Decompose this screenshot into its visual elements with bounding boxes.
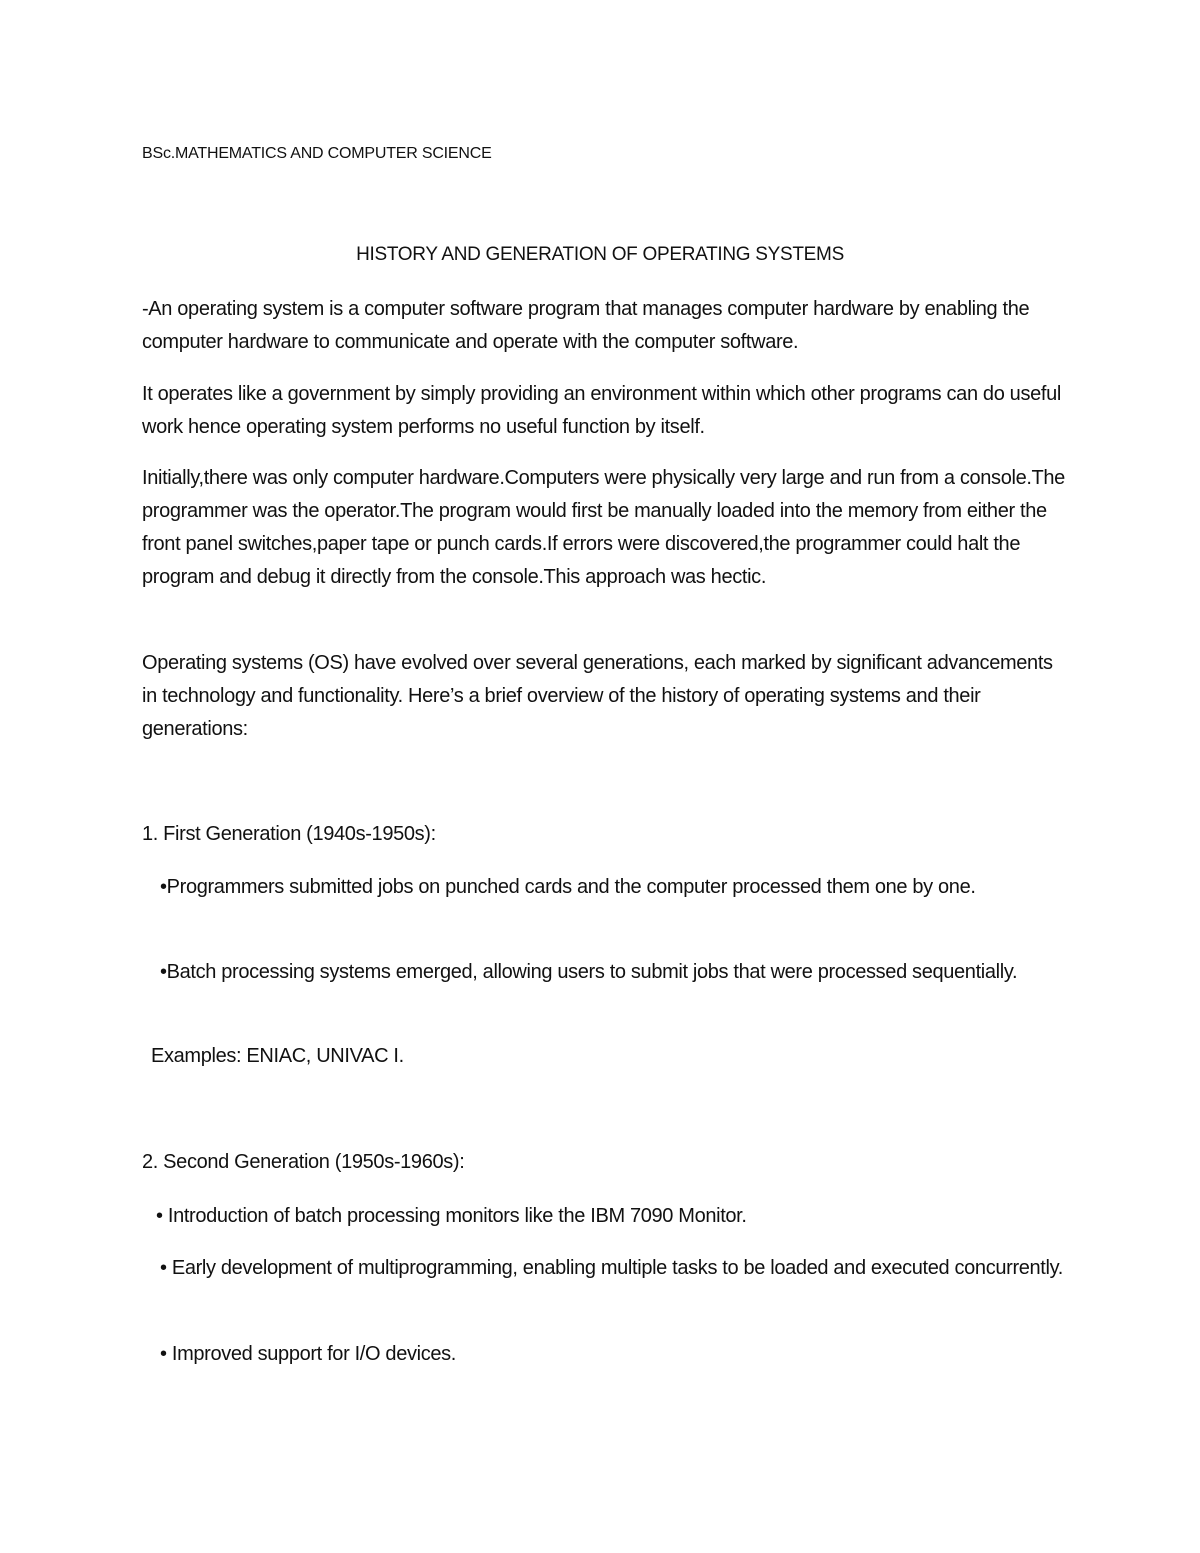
intro-paragraph-4: Operating systems (OS) have evolved over several generations, each marked by significant advancements in technology and functionality. Here’s a brief overview of the history of operating systems and their generations:	[142, 652, 1053, 740]
generation-1-bullet-2: •Batch processing systems emerged, allowing users to submit jobs that were processed sequentially.	[160, 961, 1018, 983]
generation-2-heading: 2. Second Generation (1950s-1960s):	[142, 1151, 465, 1173]
document-header: BSc.MATHEMATICS AND COMPUTER SCIENCE	[142, 145, 492, 162]
document-title: HISTORY AND GENERATION OF OPERATING SYSTEMS	[356, 244, 844, 265]
intro-paragraph-2: It operates like a government by simply providing an environment within which other programs can do useful work hence operating system performs no useful function by itself.	[142, 383, 1061, 438]
generation-1-examples: Examples: ENIAC, UNIVAC I.	[151, 1045, 404, 1067]
intro-paragraph-1: -An operating system is a computer software program that manages computer hardware by enabling the computer hardware to communicate and operate with the computer software.	[142, 298, 1030, 353]
generation-2-bullet-2: • Early development of multiprogramming, enabling multiple tasks to be loaded and executed concurrently.	[160, 1257, 1063, 1279]
generation-2-bullet-1: • Introduction of batch processing monitors like the IBM 7090 Monitor.	[156, 1205, 747, 1227]
generation-1-heading: 1. First Generation (1940s-1950s):	[142, 823, 436, 845]
intro-paragraph-3: Initially,there was only computer hardware.Computers were physically very large and run from a console.The programmer was the operator.The program would first be manually loaded into the memory from either the front panel switches,paper tape or punch cards.If errors were discovered,the programmer could halt the program and debug it directly from the console.This approach was hectic.	[142, 467, 1065, 588]
generation-2-bullet-3: • Improved support for I/O devices.	[160, 1343, 456, 1365]
generation-1-bullet-1: •Programmers submitted jobs on punched cards and the computer processed them one by one.	[160, 876, 976, 898]
